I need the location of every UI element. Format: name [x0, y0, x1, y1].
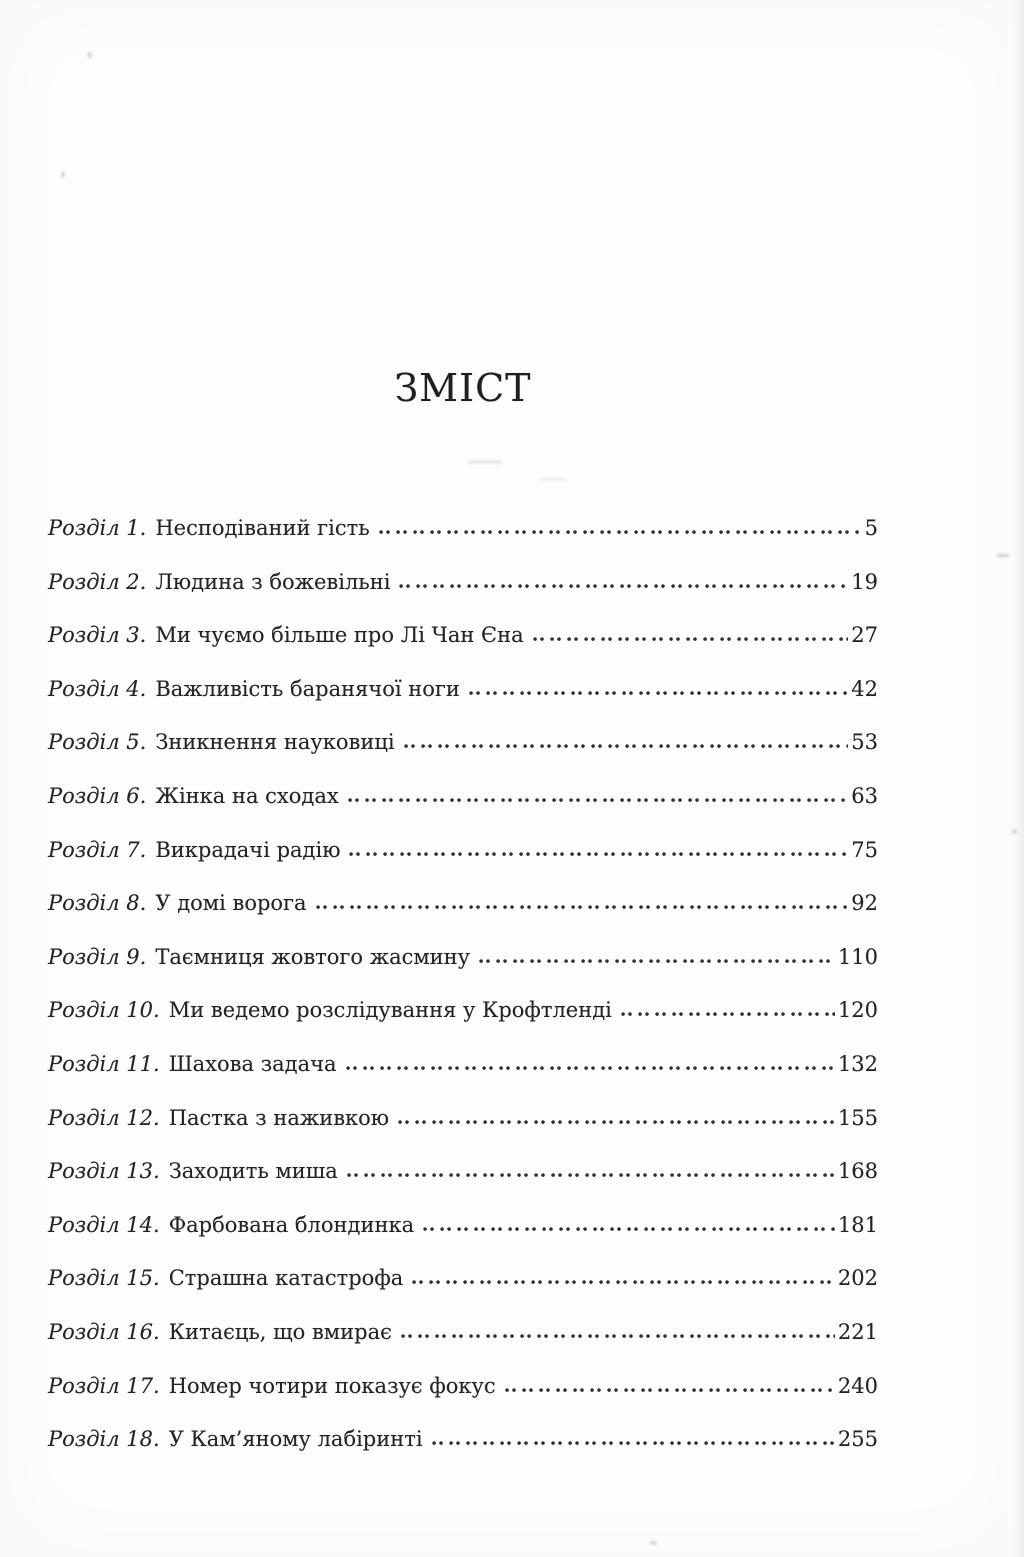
dot-leader — [349, 851, 848, 857]
dot-leader — [469, 690, 848, 696]
chapter-label: Розділ 2. — [48, 569, 147, 594]
chapter-title: У домі ворога — [155, 891, 307, 916]
chapter-page-number: 53 — [851, 730, 878, 755]
toc-entry — [48, 1106, 878, 1160]
toc-entry — [48, 1052, 878, 1106]
chapter-page-number: 110 — [837, 944, 878, 969]
scan-artifact — [1012, 829, 1017, 834]
chapter-title: Китаєць, що вмирає — [168, 1319, 392, 1344]
chapter-page-number: 63 — [851, 783, 878, 808]
chapter-label: Розділ 18. — [48, 1427, 160, 1452]
chapter-label: Розділ 16. — [48, 1319, 160, 1344]
toc-entry — [48, 998, 878, 1052]
chapter-label: Розділ 5. — [48, 730, 147, 755]
chapter-label: Розділ 9. — [48, 944, 147, 969]
toc-entry — [48, 623, 878, 677]
chapter-page-number: 92 — [851, 891, 878, 916]
chapter-title: Шахова задача — [168, 1051, 337, 1076]
toc-entry — [48, 1213, 878, 1267]
chapter-title: Пастка з наживкою — [168, 1105, 390, 1130]
chapter-page-number: 255 — [837, 1427, 878, 1452]
chapter-page-number: 132 — [837, 1051, 878, 1076]
scan-artifact — [997, 554, 1009, 557]
toc-entry — [48, 1266, 878, 1320]
dot-leader — [479, 958, 835, 964]
page-title: ЗМІСТ — [394, 366, 532, 410]
dot-leader — [423, 1226, 835, 1232]
chapter-title: Страшна катастрофа — [168, 1266, 404, 1291]
chapter-label: Розділ 13. — [48, 1159, 160, 1184]
dot-leader — [404, 743, 849, 749]
dot-leader — [621, 1011, 835, 1017]
chapter-label: Розділ 3. — [48, 623, 147, 648]
chapter-title: Важливість баранячої ноги — [155, 676, 460, 701]
toc-entry — [48, 1427, 878, 1481]
chapter-label: Розділ 14. — [48, 1212, 160, 1237]
chapter-page-number: 168 — [837, 1159, 878, 1184]
chapter-page-number: 240 — [837, 1373, 878, 1398]
chapter-label: Розділ 8. — [48, 891, 147, 916]
chapter-title: Викрадачі радію — [155, 837, 341, 862]
chapter-page-number: 19 — [851, 569, 878, 594]
dot-leader — [533, 636, 849, 642]
dot-leader — [347, 1172, 835, 1178]
dot-leader — [348, 797, 849, 803]
toc-entry — [48, 891, 878, 945]
toc-entry — [48, 1320, 878, 1374]
chapter-page-number: 5 — [864, 516, 878, 540]
chapter-page-number: 181 — [837, 1212, 878, 1237]
dot-leader — [432, 1440, 835, 1446]
chapter-page-number: 155 — [837, 1105, 878, 1130]
toc-entry — [48, 838, 878, 892]
dot-leader — [505, 1387, 835, 1393]
chapter-page-number: 120 — [837, 998, 878, 1023]
toc-entry — [48, 570, 878, 624]
chapter-page-number: 75 — [851, 837, 878, 862]
toc-entry — [48, 1159, 878, 1213]
chapter-page-number: 221 — [837, 1319, 878, 1344]
scan-artifact — [650, 1541, 657, 1545]
chapter-title: Ми ведемо розслідування у Крофтленді — [168, 998, 612, 1023]
chapter-label: Розділ 7. — [48, 837, 147, 862]
chapter-title: Таємниця жовтого жасмину — [155, 944, 471, 969]
toc-entry — [48, 784, 878, 838]
chapter-label: Розділ 4. — [48, 676, 147, 701]
toc-entry — [48, 1374, 878, 1428]
page-content — [48, 0, 878, 1481]
chapter-title: Фарбована блондинка — [168, 1212, 415, 1237]
chapter-title: Жінка на сходах — [155, 783, 339, 808]
dot-leader — [398, 1119, 835, 1125]
toc-entry — [48, 516, 878, 570]
chapter-title: У Кам’яному лабіринті — [168, 1427, 423, 1452]
toc-entry — [48, 677, 878, 731]
chapter-page-number: 42 — [851, 676, 878, 701]
chapter-title: Несподіваний гість — [155, 516, 370, 540]
toc-entry — [48, 945, 878, 999]
dot-leader — [401, 1333, 835, 1339]
chapter-page-number: 202 — [837, 1266, 878, 1291]
chapter-label: Розділ 12. — [48, 1105, 160, 1130]
toc-entry — [48, 730, 878, 784]
dot-leader — [399, 583, 848, 589]
chapter-label: Розділ 15. — [48, 1266, 160, 1291]
chapter-page-number: 27 — [851, 623, 878, 648]
chapter-label: Розділ 11. — [48, 1051, 160, 1076]
chapter-title: Людина з божевільні — [155, 569, 391, 594]
chapter-label: Розділ 6. — [48, 783, 147, 808]
toc-list — [48, 516, 878, 1481]
chapter-label: Розділ 17. — [48, 1373, 160, 1398]
chapter-label: Розділ 10. — [48, 998, 160, 1023]
dot-leader — [346, 1065, 835, 1071]
chapter-title: Ми чуємо більше про Лі Чан Єна — [155, 623, 524, 648]
chapter-title: Зникнення науковиці — [155, 730, 395, 755]
chapter-title: Заходить миша — [168, 1159, 338, 1184]
chapter-label: Розділ 1. — [48, 516, 147, 540]
dot-leader — [412, 1279, 835, 1285]
dot-leader — [316, 904, 849, 910]
dot-leader — [379, 529, 862, 535]
chapter-title: Номер чотири показує фокус — [168, 1373, 496, 1398]
